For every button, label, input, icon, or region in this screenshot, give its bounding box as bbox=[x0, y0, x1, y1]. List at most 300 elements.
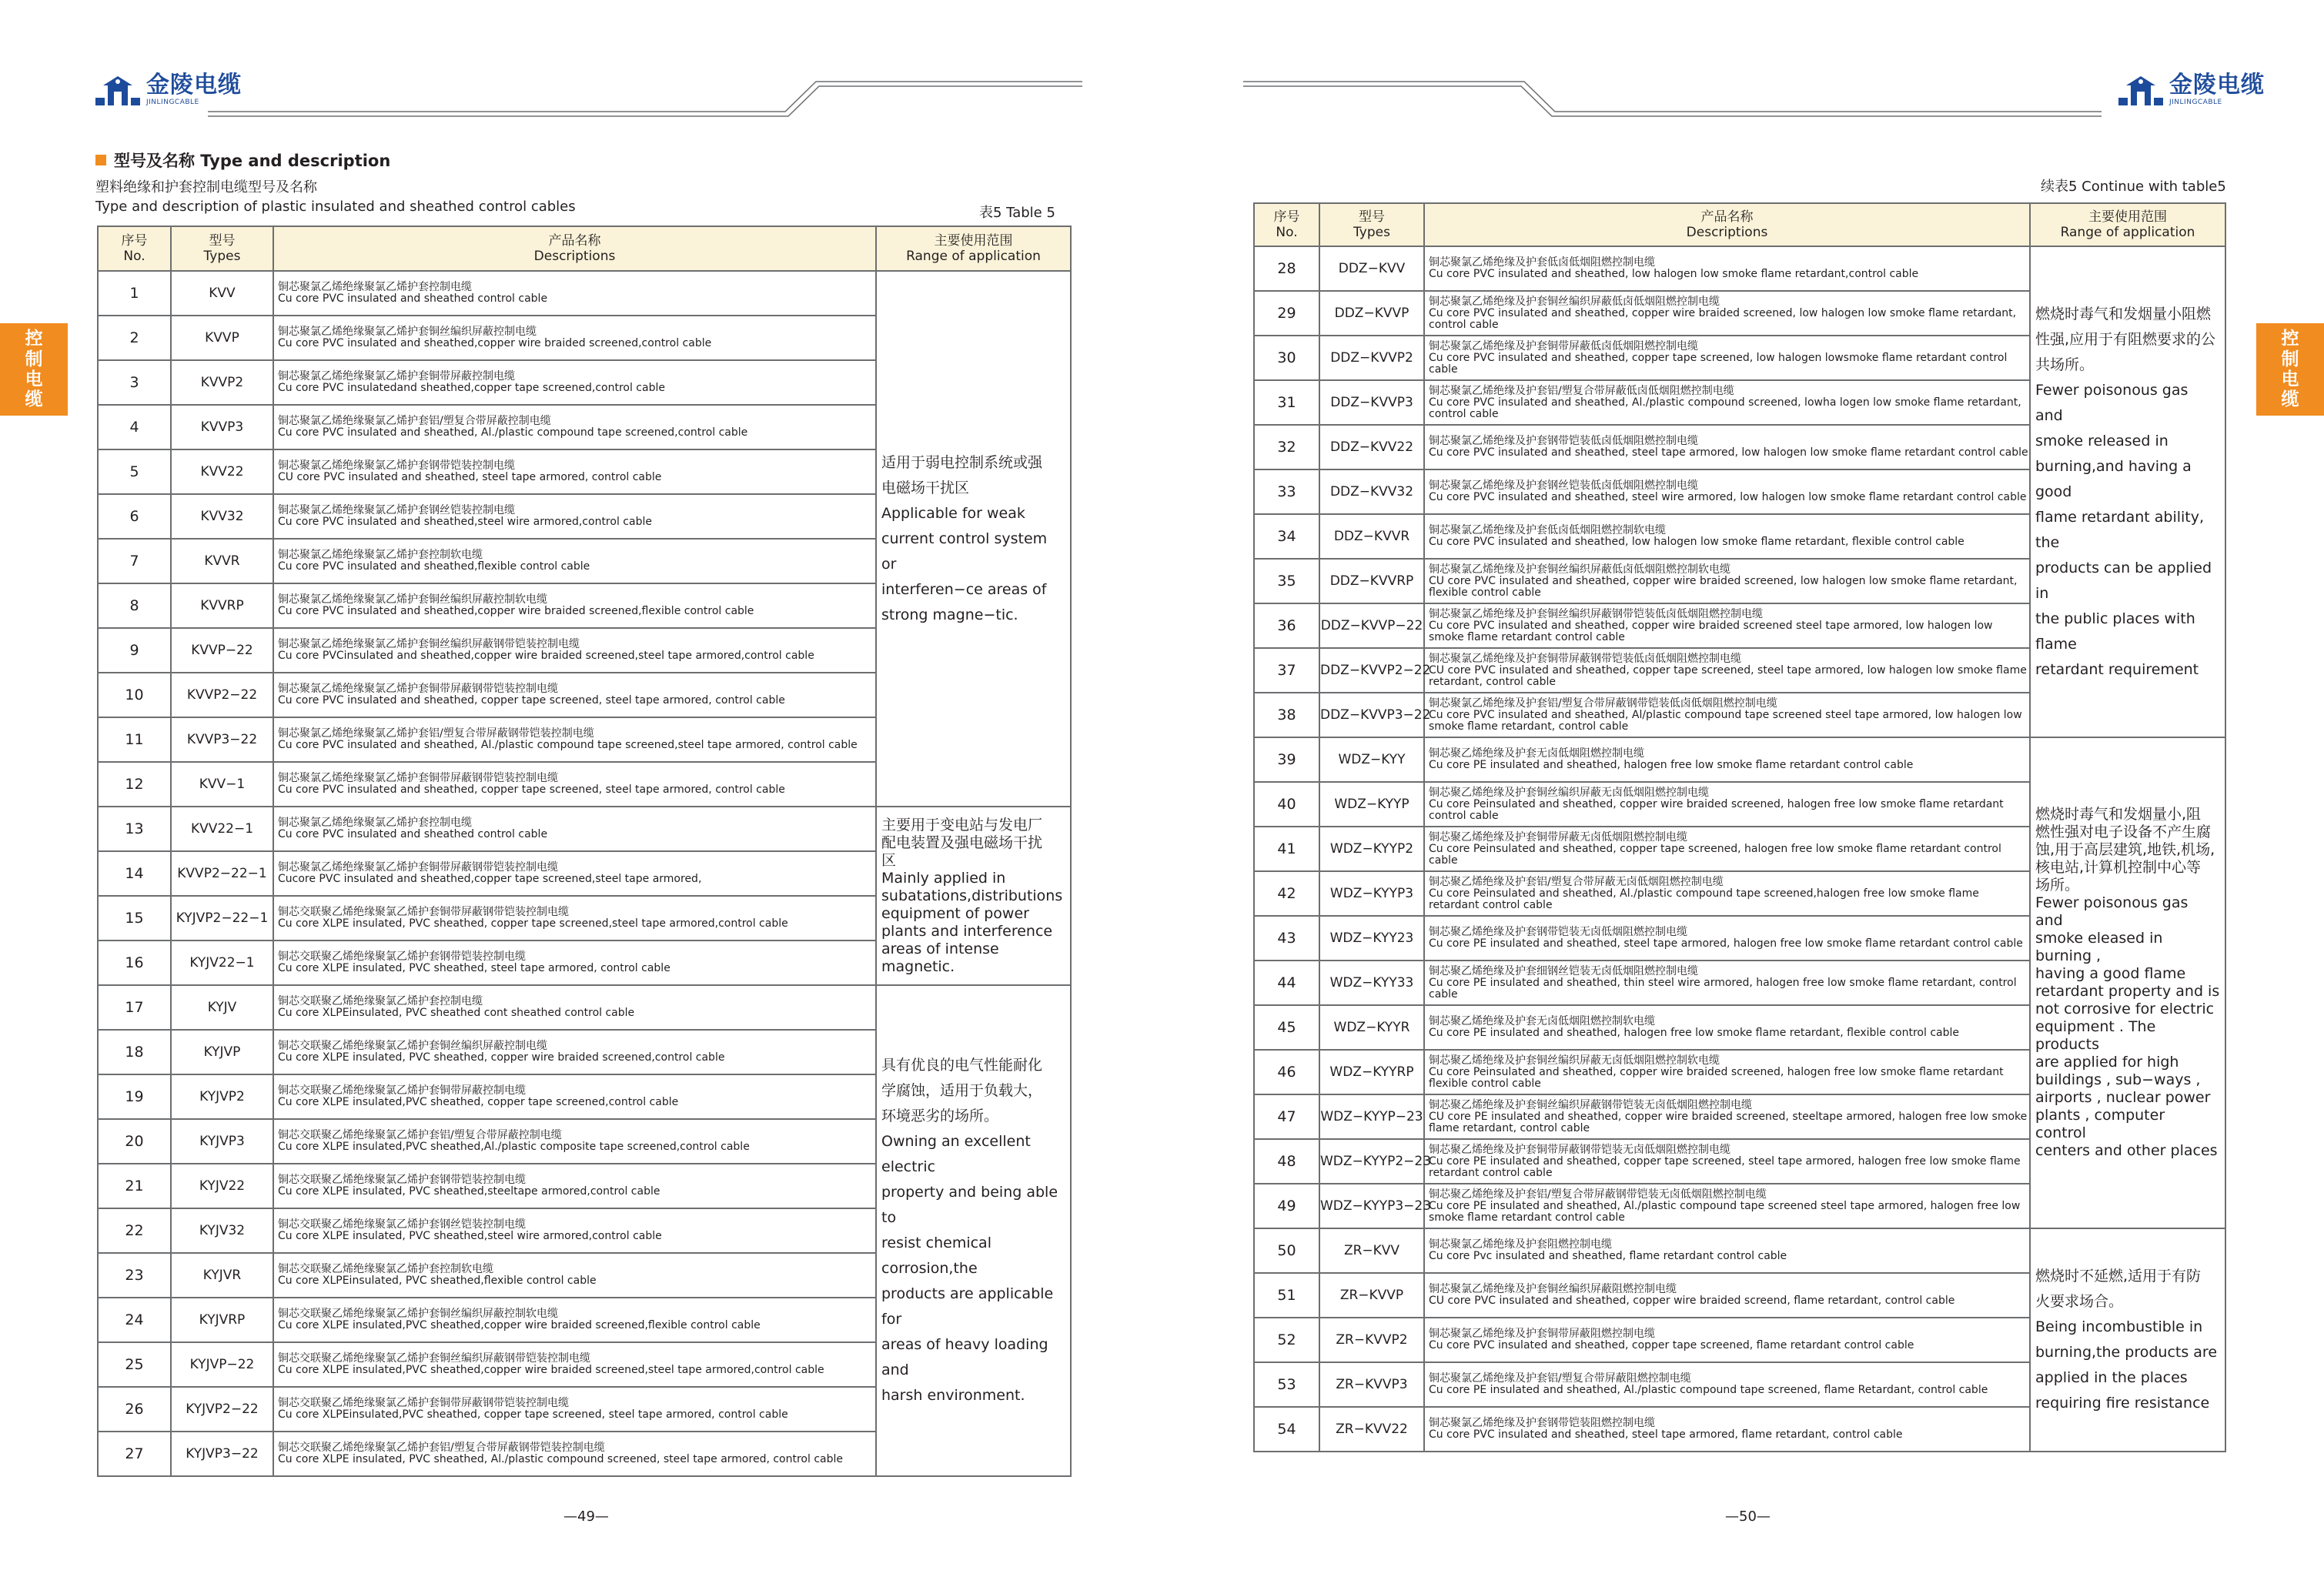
row-number: 19 bbox=[98, 1074, 171, 1119]
description-cn: 铜芯聚氯乙烯绝缘聚氯乙烯护套铜丝编织屏蔽钢带铠装控制电缆 bbox=[278, 638, 580, 650]
row-type: KVVP bbox=[171, 316, 273, 360]
table-label-right: 续表5 Continue with table5 bbox=[2041, 179, 2226, 195]
range-line: 环境恶劣的场所。 bbox=[881, 1108, 999, 1124]
description-en: Cu core PVC insulated and sheathed, copper tape screened, flame retardant control cable bbox=[1429, 1339, 1914, 1351]
row-type: DDZ−KVV bbox=[1319, 246, 1424, 291]
description-cn: 铜芯聚氯乙烯绝缘聚氯乙烯护套铜丝编织屏蔽控制软电缆 bbox=[278, 593, 547, 606]
range-line: 主要用于变电站与发电厂 bbox=[881, 816, 1043, 834]
table-row bbox=[1254, 737, 2225, 782]
row-description bbox=[1424, 1184, 2030, 1228]
row-number: 2 bbox=[98, 316, 171, 360]
row-description bbox=[1424, 246, 2030, 291]
range-line: the public places with flame bbox=[2035, 610, 2195, 653]
description-en: Cu core PVC insulated and sheathed, copper tape screened, low halogen lowsmoke flame retardant control cable bbox=[1429, 351, 2008, 376]
description-cn: 铜芯聚氯乙烯绝缘及护套铜带屏蔽钢带铠装低卤低烟阻燃控制电缆 bbox=[1429, 652, 1741, 665]
description-cn: 铜芯聚乙烯绝缘及护套铝/塑复合带屏蔽无卤低烟阻燃控制电缆 bbox=[1429, 875, 1724, 888]
header-type-cn: 型号 bbox=[1359, 209, 1385, 225]
range-line: airports , nuclear power bbox=[2035, 1089, 2211, 1106]
table-header bbox=[1254, 203, 2225, 246]
row-number: 3 bbox=[98, 360, 171, 405]
row-number: 53 bbox=[1254, 1362, 1319, 1407]
description-cn: 铜芯聚氯乙烯绝缘聚氯乙烯护套铝/塑复合带屏蔽控制电缆 bbox=[278, 415, 551, 427]
table-row bbox=[1254, 1228, 2225, 1273]
description-cn: 铜芯聚氯乙烯绝缘聚氯乙烯护套铜带屏蔽钢带铠装控制电缆 bbox=[278, 772, 558, 784]
description-cn: 铜芯聚氯乙烯绝缘及护套铜带屏蔽阻燃控制电缆 bbox=[1429, 1328, 1655, 1340]
description-cn: 铜芯聚氯乙烯绝缘及护套钢丝铠装低卤低烟阻燃控制电缆 bbox=[1429, 479, 1698, 492]
row-type: DDZ−KVV22 bbox=[1319, 425, 1424, 469]
page-number-right: —50— bbox=[1725, 1508, 1771, 1525]
row-number: 13 bbox=[98, 807, 171, 851]
range-line: Mainly applied in bbox=[881, 869, 1006, 887]
row-type: WDZ−KYYR bbox=[1319, 1005, 1424, 1050]
row-type: KYJVP−22 bbox=[171, 1342, 273, 1387]
brand-name-en: JINLINGCABLE bbox=[146, 99, 199, 106]
description-cn: 铜芯交联聚乙烯绝缘聚氯乙烯护套控制软电缆 bbox=[278, 1263, 493, 1275]
row-number: 31 bbox=[1254, 380, 1319, 425]
brand-name-cn: 金陵电缆 bbox=[146, 72, 242, 99]
row-description bbox=[273, 1030, 876, 1074]
range-line: harsh environment. bbox=[881, 1387, 1025, 1404]
header-rule-left bbox=[0, 0, 1155, 123]
range-line: smoke released in bbox=[2035, 432, 2169, 449]
description-en: Cu core PVC insulated and sheathed, Al/plastic compound tape screened steel tape armored, low halogen low smoke flame retardant, control cable bbox=[1429, 708, 2022, 733]
range-line: 配电装置及强电磁场干扰 bbox=[881, 834, 1043, 851]
row-type: WDZ−KYY33 bbox=[1319, 961, 1424, 1005]
range-of-application bbox=[876, 985, 1071, 1476]
row-number: 8 bbox=[98, 583, 171, 628]
description-cn: 铜芯交联聚乙烯绝缘聚氯乙烯护套铜带屏蔽钢带铠装控制电缆 bbox=[278, 1397, 569, 1409]
range-line: 燃性强对电子设备不产生腐 bbox=[2035, 824, 2212, 840]
description-en: Cu core PVC insulated and sheathed,copper wire braided screened,control cable bbox=[278, 337, 712, 349]
subtitle-cn: 塑料绝缘和护套控制电缆型号及名称 bbox=[95, 179, 317, 195]
description-en: Cu core PVC insulated and sheathed, Al./plastic compound tape screened,control cable bbox=[278, 426, 748, 439]
row-number: 23 bbox=[98, 1253, 171, 1298]
row-type: WDZ−KYY bbox=[1319, 737, 1424, 782]
description-cn: 铜芯聚乙烯绝缘及护套无卤低烟阻燃控制软电缆 bbox=[1429, 1015, 1655, 1027]
row-number: 34 bbox=[1254, 514, 1319, 559]
description-en: Cu core PVC insulated and sheathed, Al./plastic compound tape screened,steel tape armored, control cable bbox=[278, 739, 858, 751]
range-line: 蚀,用于高层建筑,地铁,机场, bbox=[2035, 841, 2215, 858]
row-type: KVVP3−22 bbox=[171, 717, 273, 762]
row-type: DDZ−KVVP2−22 bbox=[1319, 648, 1424, 693]
row-type: ZR−KVVP bbox=[1319, 1273, 1424, 1318]
range-line: equipment . The products bbox=[2035, 1018, 2156, 1053]
header-type-en: Types bbox=[1353, 225, 1390, 240]
range-line: buildings , sub−ways , bbox=[2035, 1071, 2201, 1088]
description-en: Cu core PVC insulated and sheathed, copper tape screened, steel tape armored, control cable bbox=[278, 783, 785, 796]
range-line: 场所。 bbox=[2035, 877, 2080, 894]
row-number: 24 bbox=[98, 1298, 171, 1342]
description-cn: 铜芯聚氯乙烯绝缘及护套铜丝编织屏蔽低卤低烟阻燃控制软电缆 bbox=[1429, 563, 1730, 576]
row-description bbox=[1424, 1362, 2030, 1407]
range-line: Applicable for weak bbox=[881, 504, 1025, 522]
description-cn: 铜芯聚乙烯绝缘及护套铜带屏蔽钢带铠装无卤低烟阻燃控制电缆 bbox=[1429, 1143, 1730, 1156]
description-en: Cu core PVC insulated and sheathed,steel wire armored,control cable bbox=[278, 516, 652, 528]
row-number: 46 bbox=[1254, 1050, 1319, 1094]
description-cn: 铜芯交联聚乙烯绝缘聚氯乙烯护套铝/塑复合带屏蔽钢带铠装控制电缆 bbox=[278, 1442, 605, 1454]
table-label-left: 表5 Table 5 bbox=[979, 205, 1055, 221]
row-number: 37 bbox=[1254, 648, 1319, 693]
range-line: Fewer poisonous gas and bbox=[2035, 381, 2189, 424]
range-line: centers and other places bbox=[2035, 1142, 2218, 1159]
row-type: KVVP3 bbox=[171, 405, 273, 449]
range-line: 共场所。 bbox=[2035, 356, 2095, 373]
range-line: requiring fire resistance bbox=[2035, 1395, 2210, 1412]
description-en: Cu core PVC insulated and sheathed, copper tape screened, steel tape armored, control cable bbox=[278, 694, 785, 707]
row-number: 52 bbox=[1254, 1318, 1319, 1362]
range-line: 燃烧时毒气和发烟量小阻燃 bbox=[2035, 305, 2212, 322]
row-type: DDZ−KVVRP bbox=[1319, 559, 1424, 603]
row-type: DDZ−KVV32 bbox=[1319, 469, 1424, 514]
description-cn: 铜芯聚氯乙烯绝缘聚氯乙烯护套铜丝编织屏蔽控制电缆 bbox=[278, 326, 537, 338]
row-description bbox=[273, 762, 876, 807]
description-en: Cu core PVCinsulated and sheathed,copper wire braided screened,steel tape armored,control cable bbox=[278, 650, 814, 662]
header-no bbox=[98, 226, 171, 271]
row-description bbox=[1424, 291, 2030, 336]
description-cn: 铜芯聚氯乙烯绝缘及护套铜丝编织屏蔽钢带铠装低卤低烟阻燃控制电缆 bbox=[1429, 607, 1763, 620]
row-description bbox=[273, 316, 876, 360]
description-cn: 铜芯聚氯乙烯绝缘及护套低卤低烟阻燃控制电缆 bbox=[1429, 256, 1655, 269]
row-number: 43 bbox=[1254, 916, 1319, 961]
row-type: KYJVP2−22 bbox=[171, 1387, 273, 1432]
description-cn: 铜芯聚氯乙烯绝缘及护套铜丝编织屏蔽低卤低烟阻燃控制电缆 bbox=[1429, 295, 1720, 308]
range-line: 具有优良的电气性能耐化 bbox=[881, 1057, 1043, 1074]
row-description bbox=[1424, 916, 2030, 961]
row-type: KVV22−1 bbox=[171, 807, 273, 851]
row-type: WDZ−KYYP2 bbox=[1319, 827, 1424, 871]
row-number: 6 bbox=[98, 494, 171, 539]
row-number: 17 bbox=[98, 985, 171, 1030]
row-number: 49 bbox=[1254, 1184, 1319, 1228]
row-description bbox=[1424, 380, 2030, 425]
description-en: CU core PE insulated and sheathed, copper wire braided screened, steeltape armored, halogen free low smoke flame retardant, control cable bbox=[1429, 1110, 2028, 1134]
row-type: KYJVP2 bbox=[171, 1074, 273, 1119]
range-line: plants and interference bbox=[881, 922, 1053, 940]
row-description bbox=[1424, 827, 2030, 871]
side-tab-left bbox=[0, 323, 68, 416]
range-line: 火要求场合。 bbox=[2035, 1293, 2124, 1310]
description-cn: 铜芯聚乙烯绝缘及护套铜丝编织屏蔽无卤低烟阻燃控制电缆 bbox=[1429, 786, 1709, 799]
table-header bbox=[98, 226, 1071, 271]
description-cn: 铜芯交联聚乙烯绝缘聚氯乙烯护套控制电缆 bbox=[278, 995, 483, 1007]
range-line: retardant requirement bbox=[2035, 660, 2199, 678]
row-type: DDZ−KVVR bbox=[1319, 514, 1424, 559]
description-cn: 铜芯交联聚乙烯绝缘聚氯乙烯护套钢带铠装控制电缆 bbox=[278, 1174, 526, 1186]
header-type bbox=[171, 226, 273, 271]
row-type: KVVP2−22 bbox=[171, 673, 273, 717]
row-type: KVV22 bbox=[171, 449, 273, 494]
row-description bbox=[1424, 737, 2030, 782]
row-number: 5 bbox=[98, 449, 171, 494]
description-cn: 铜芯聚氯乙烯绝缘聚氯乙烯护套铜带屏蔽钢带铠装控制电缆 bbox=[278, 861, 558, 874]
row-description bbox=[273, 360, 876, 405]
row-number: 28 bbox=[1254, 246, 1319, 291]
header-range-en: Range of application bbox=[906, 249, 1041, 264]
row-number: 29 bbox=[1254, 291, 1319, 336]
row-description bbox=[273, 539, 876, 583]
range-line: retardant property and is bbox=[2035, 983, 2220, 1000]
description-en: Cu core XLPE insulated, PVC sheathed, Al./plastic compound screened, steel tape armored, control cable bbox=[278, 1453, 843, 1465]
description-cn: 铜芯聚氯乙烯绝缘聚氯乙烯护套钢丝铠装控制电缆 bbox=[278, 504, 515, 516]
row-number: 7 bbox=[98, 539, 171, 583]
header-range bbox=[2030, 203, 2225, 246]
row-number: 42 bbox=[1254, 871, 1319, 916]
description-cn: 铜芯聚氯乙烯绝缘聚氯乙烯护套控制电缆 bbox=[278, 817, 472, 829]
description-cn: 铜芯交联聚乙烯绝缘聚氯乙烯护套铜丝编织屏蔽钢带铠装控制电缆 bbox=[278, 1352, 590, 1365]
header-desc bbox=[273, 226, 876, 271]
row-number: 40 bbox=[1254, 782, 1319, 827]
row-number: 22 bbox=[98, 1208, 171, 1253]
description-cn: 铜芯聚氯乙烯绝缘及护套铝/塑复合带屏蔽阻燃控制电缆 bbox=[1429, 1372, 1691, 1385]
row-description bbox=[1424, 1005, 2030, 1050]
description-en: Cu core PVC insulated and sheathed,copper wire braided screened,flexible control cable bbox=[278, 605, 754, 617]
range-line: areas of intense magnetic. bbox=[881, 940, 999, 975]
description-en: Cu core XLPE insulated,PVC sheathed,Al./plastic composite tape screened,control cable bbox=[278, 1141, 750, 1153]
range-line: current control system or bbox=[881, 530, 1048, 573]
row-type: KYJVRP bbox=[171, 1298, 273, 1342]
row-description bbox=[1424, 603, 2030, 648]
range-line: areas of heavy loading and bbox=[881, 1336, 1048, 1378]
row-description bbox=[273, 1387, 876, 1432]
row-description bbox=[273, 1074, 876, 1119]
description-cn: 铜芯交联聚乙烯绝缘聚氯乙烯护套铜丝编织屏蔽控制软电缆 bbox=[278, 1308, 558, 1320]
row-number: 32 bbox=[1254, 425, 1319, 469]
row-description bbox=[273, 494, 876, 539]
row-type: WDZ−KYYP3 bbox=[1319, 871, 1424, 916]
page-number-left: —49— bbox=[563, 1508, 609, 1525]
header-type bbox=[1319, 203, 1424, 246]
description-cn: 铜芯聚氯乙烯绝缘聚氯乙烯护套铝/塑复合带屏蔽钢带铠装控制电缆 bbox=[278, 727, 594, 740]
row-type: DDZ−KVVP3−22 bbox=[1319, 693, 1424, 737]
range-line: strong magne−tic. bbox=[881, 606, 1018, 623]
description-cn: 铜芯聚乙烯绝缘及护套铝/塑复合带屏蔽钢带铠装无卤低烟阻燃控制电缆 bbox=[1429, 1188, 1767, 1201]
description-en: Cu core Peinsulated and sheathed, copper wire braided screened, halogen free low smoke flame retardant control cable bbox=[1429, 797, 2004, 822]
header-no bbox=[1254, 203, 1319, 246]
row-number: 4 bbox=[98, 405, 171, 449]
row-description bbox=[273, 1432, 876, 1476]
row-description bbox=[273, 985, 876, 1030]
description-en: Cu core Peinsulated and sheathed, copper wire braided screened, halogen free low smoke flame retardant flexible control cable bbox=[1429, 1065, 2004, 1090]
description-cn: 铜芯聚乙烯绝缘及护套铜丝编织屏蔽无卤低烟阻燃控制软电缆 bbox=[1429, 1054, 1720, 1067]
row-description bbox=[1424, 1407, 2030, 1452]
range-line: not corrosive for electric bbox=[2035, 1001, 2215, 1017]
description-cn: 铜芯聚氯乙烯绝缘及护套铜带屏蔽低卤低烟阻燃控制电缆 bbox=[1429, 339, 1698, 352]
description-en: Cu core PE insulated and sheathed, copper tape screened, steel tape armored, halogen free low smoke flame retardant control cable bbox=[1429, 1154, 2021, 1179]
side-tab-right bbox=[2256, 323, 2324, 416]
row-type: KYJVP2−22−1 bbox=[171, 896, 273, 941]
range-line: interferen−ce areas of bbox=[881, 580, 1047, 598]
row-description bbox=[273, 1253, 876, 1298]
description-cn: 铜芯交联聚乙烯绝缘聚氯乙烯护套钢带铠装控制电缆 bbox=[278, 951, 526, 963]
header-desc bbox=[1424, 203, 2030, 246]
description-cn: 铜芯聚乙烯绝缘及护套铜带屏蔽无卤低烟阻燃控制电缆 bbox=[1429, 830, 1687, 844]
row-description bbox=[273, 717, 876, 762]
row-type: WDZ−KYY23 bbox=[1319, 916, 1424, 961]
brand-name-en: JINLINGCABLE bbox=[2169, 99, 2222, 106]
range-line: Owning an excellent bbox=[881, 1133, 1031, 1150]
row-number: 51 bbox=[1254, 1273, 1319, 1318]
row-description bbox=[273, 896, 876, 941]
range-line: 核电站,计算机控制中心等 bbox=[2035, 859, 2202, 876]
description-en: Cu core PVC insulated and sheathed,flexible control cable bbox=[278, 560, 590, 573]
description-en: Cu core PE insulated and sheathed, Al./plastic compound tape screened, flame Retardant, control cable bbox=[1429, 1384, 1988, 1396]
row-number: 20 bbox=[98, 1119, 171, 1164]
row-number: 16 bbox=[98, 941, 171, 985]
side-tab-label: 控制电缆 bbox=[25, 329, 43, 410]
row-number: 38 bbox=[1254, 693, 1319, 737]
row-type: ZR−KVVP3 bbox=[1319, 1362, 1424, 1407]
header-type-en: Types bbox=[203, 249, 241, 264]
range-line: 燃烧时不延燃,适用于有防 bbox=[2035, 1268, 2202, 1285]
description-en: Cu core PE insulated and sheathed, halogen free low smoke flame retardant control cable bbox=[1429, 759, 1914, 771]
description-cn: 铜芯交联聚乙烯绝缘聚氯乙烯护套铜丝编织屏蔽控制电缆 bbox=[278, 1040, 547, 1052]
row-description bbox=[1424, 1318, 2030, 1362]
table-row bbox=[1254, 246, 2225, 291]
row-type: KVV32 bbox=[171, 494, 273, 539]
description-cn: 铜芯交联聚乙烯绝缘聚氯乙烯护套铜带屏蔽钢带铠装控制电缆 bbox=[278, 906, 569, 918]
row-type: WDZ−KYYP3−23 bbox=[1319, 1184, 1424, 1228]
range-of-application bbox=[876, 807, 1071, 985]
range-of-application bbox=[876, 271, 1071, 807]
row-type: WDZ−KYYRP bbox=[1319, 1050, 1424, 1094]
header-no-cn: 序号 bbox=[1273, 209, 1300, 225]
row-description bbox=[1424, 1094, 2030, 1139]
description-en: Cu core PE insulated and sheathed, halogen free low smoke flame retardant, flexible control cable bbox=[1429, 1027, 1959, 1039]
description-en: Cu core PVC insulated and sheathed, low halogen low smoke flame retardant, flexible control cable bbox=[1429, 536, 1965, 548]
range-line: plants , computer control bbox=[2035, 1107, 2165, 1141]
description-cn: 铜芯聚乙烯绝缘及护套钢带铠装无卤低烟阻燃控制电缆 bbox=[1429, 926, 1687, 938]
row-number: 35 bbox=[1254, 559, 1319, 603]
row-type: WDZ−KYYP2−23 bbox=[1319, 1139, 1424, 1184]
description-en: Cu core PVC insulated and sheathed, steel tape armored, flame retardant, control cable bbox=[1429, 1428, 1903, 1441]
header-desc-cn: 产品名称 bbox=[548, 233, 601, 249]
description-cn: 铜芯聚乙烯绝缘及护套铜丝编织屏蔽钢带铠装无卤低烟阻燃控制电缆 bbox=[1429, 1098, 1752, 1111]
row-description bbox=[1424, 782, 2030, 827]
description-en: Cu core XLPEinsulated,PVC sheathed, copper tape screened, steel tape armored, control cable bbox=[278, 1408, 788, 1421]
range-line: subatations,distributions bbox=[881, 887, 1063, 904]
table-row bbox=[98, 807, 1071, 851]
range-line: equipment of power bbox=[881, 904, 1029, 922]
description-en: Cu core PVC insulated and sheathed, copper wire braided screened steel tape armored, low halogen low smoke flame retardant control cable bbox=[1429, 619, 1993, 643]
range-line: 适用于弱电控制系统或强 bbox=[881, 453, 1043, 471]
range-line: 性强,应用于有阻燃要求的公 bbox=[2035, 330, 2216, 348]
row-number: 9 bbox=[98, 628, 171, 673]
description-en: Cu core XLPE insulated, PVC sheathed,steel wire armored,control cable bbox=[278, 1230, 662, 1242]
description-en: Cu core PE insulated and sheathed, thin steel wire armored, halogen free low smoke flame retardant, control cable bbox=[1429, 976, 2017, 1001]
row-number: 30 bbox=[1254, 336, 1319, 380]
description-en: Cu core PVC insulated and sheathed, Al./plastic compound screened, lowha logen low smoke flame retardant, control cable bbox=[1429, 396, 2021, 420]
row-number: 21 bbox=[98, 1164, 171, 1208]
row-description bbox=[1424, 693, 2030, 737]
header-range bbox=[876, 226, 1071, 271]
spec-table-right bbox=[1253, 202, 2226, 1452]
row-description bbox=[1424, 648, 2030, 693]
row-number: 10 bbox=[98, 673, 171, 717]
row-description bbox=[1424, 1139, 2030, 1184]
row-type: WDZ−KYYP−23 bbox=[1319, 1094, 1424, 1139]
row-description bbox=[273, 1208, 876, 1253]
description-cn: 铜芯聚氯乙烯绝缘聚氯乙烯护套钢带铠装控制电缆 bbox=[278, 459, 515, 472]
row-type: KYJV bbox=[171, 985, 273, 1030]
range-of-application bbox=[2030, 737, 2225, 1228]
description-en: Cu core XLPEinsulated, PVC sheathed,flexible control cable bbox=[278, 1275, 597, 1287]
subtitle-en: Type and description of plastic insulated and sheathed control cables bbox=[95, 199, 576, 215]
row-type: DDZ−KVVP2 bbox=[1319, 336, 1424, 380]
description-en: Cu core Peinsulated and sheathed, Al./plastic compound tape screened,halogen free low smoke flame retardant control cable bbox=[1429, 887, 1979, 911]
row-type: KVVRP bbox=[171, 583, 273, 628]
row-description bbox=[1424, 559, 2030, 603]
row-description bbox=[1424, 961, 2030, 1005]
description-cn: 铜芯聚氯乙烯绝缘聚氯乙烯护套控制软电缆 bbox=[278, 549, 483, 561]
description-cn: 铜芯聚氯乙烯绝缘及护套铝/塑复合带屏蔽钢带铠装低卤低烟阻燃控制电缆 bbox=[1429, 697, 1777, 710]
spec-table-left bbox=[97, 226, 1072, 1477]
row-type: ZR−KVV22 bbox=[1319, 1407, 1424, 1452]
row-type: KYJVP3−22 bbox=[171, 1432, 273, 1476]
row-description bbox=[273, 405, 876, 449]
orange-square-icon bbox=[95, 155, 106, 165]
row-type: KYJV32 bbox=[171, 1208, 273, 1253]
row-type: KYJV22 bbox=[171, 1164, 273, 1208]
range-of-application bbox=[2030, 1228, 2225, 1452]
row-description bbox=[273, 851, 876, 896]
row-number: 14 bbox=[98, 851, 171, 896]
row-description bbox=[273, 271, 876, 316]
row-number: 18 bbox=[98, 1030, 171, 1074]
description-cn: 铜芯聚乙烯绝缘及护套无卤低烟阻燃控制电缆 bbox=[1429, 747, 1644, 760]
description-cn: 铜芯聚氯乙烯绝缘及护套阻燃控制电缆 bbox=[1429, 1238, 1612, 1251]
header-no-cn: 序号 bbox=[121, 233, 148, 249]
row-type: KVV−1 bbox=[171, 762, 273, 807]
row-number: 25 bbox=[98, 1342, 171, 1387]
description-en: Cu core PVC insulatedand sheathed,copper tape screened,control cable bbox=[278, 382, 665, 394]
row-description bbox=[273, 1119, 876, 1164]
description-cn: 铜芯交联聚乙烯绝缘聚氯乙烯护套铝/塑复合带屏蔽控制电缆 bbox=[278, 1129, 562, 1141]
description-en: CU core PVC insulated and sheathed, steel tape armored, control cable bbox=[278, 471, 662, 483]
row-type: DDZ−KVVP3 bbox=[1319, 380, 1424, 425]
row-number: 1 bbox=[98, 271, 171, 316]
row-number: 15 bbox=[98, 896, 171, 941]
description-en: Cu core XLPEinsulated, PVC sheathed cont sheathed control cable bbox=[278, 1007, 635, 1019]
description-cn: 铜芯聚氯乙烯绝缘及护套低卤低烟阻燃控制软电缆 bbox=[1429, 524, 1666, 536]
row-type: KVVP2−22−1 bbox=[171, 851, 273, 896]
header-range-cn: 主要使用范围 bbox=[2088, 209, 2167, 225]
description-en: Cu core Pvc insulated and sheathed, flame retardant control cable bbox=[1429, 1250, 1787, 1262]
range-line: Fewer poisonous gas and bbox=[2035, 894, 2189, 929]
header-no-en: No. bbox=[1276, 225, 1298, 240]
row-number: 50 bbox=[1254, 1228, 1319, 1273]
row-type: ZR−KVVP2 bbox=[1319, 1318, 1424, 1362]
row-number: 48 bbox=[1254, 1139, 1319, 1184]
row-description bbox=[1424, 1050, 2030, 1094]
description-en: Cu core PVC insulated and sheathed control cable bbox=[278, 292, 548, 305]
row-description bbox=[273, 1298, 876, 1342]
row-number: 33 bbox=[1254, 469, 1319, 514]
row-description bbox=[273, 1164, 876, 1208]
description-en: Cu core PE insulated and sheathed, steel tape armored, halogen free low smoke flame retardant control cable bbox=[1429, 937, 2023, 950]
row-description bbox=[1424, 1228, 2030, 1273]
header-range-en: Range of application bbox=[2060, 225, 2195, 240]
range-line: 燃烧时毒气和发烟量小,阻 bbox=[2035, 806, 2202, 823]
row-description bbox=[273, 673, 876, 717]
description-en: CU core PVC insulated and sheathed, copper wire braided screend, flame retardant, control cable bbox=[1429, 1295, 1955, 1307]
row-type: KVVR bbox=[171, 539, 273, 583]
brand-name-cn: 金陵电缆 bbox=[2169, 72, 2265, 99]
description-cn: 铜芯交联聚乙烯绝缘聚氯乙烯护套钢丝铠装控制电缆 bbox=[278, 1218, 526, 1231]
row-type: KVVP2 bbox=[171, 360, 273, 405]
header-rule-right bbox=[1155, 0, 2324, 123]
row-number: 11 bbox=[98, 717, 171, 762]
description-cn: 铜芯聚氯乙烯绝缘及护套铝/塑复合带屏蔽低卤低烟阻燃控制电缆 bbox=[1429, 384, 1734, 397]
